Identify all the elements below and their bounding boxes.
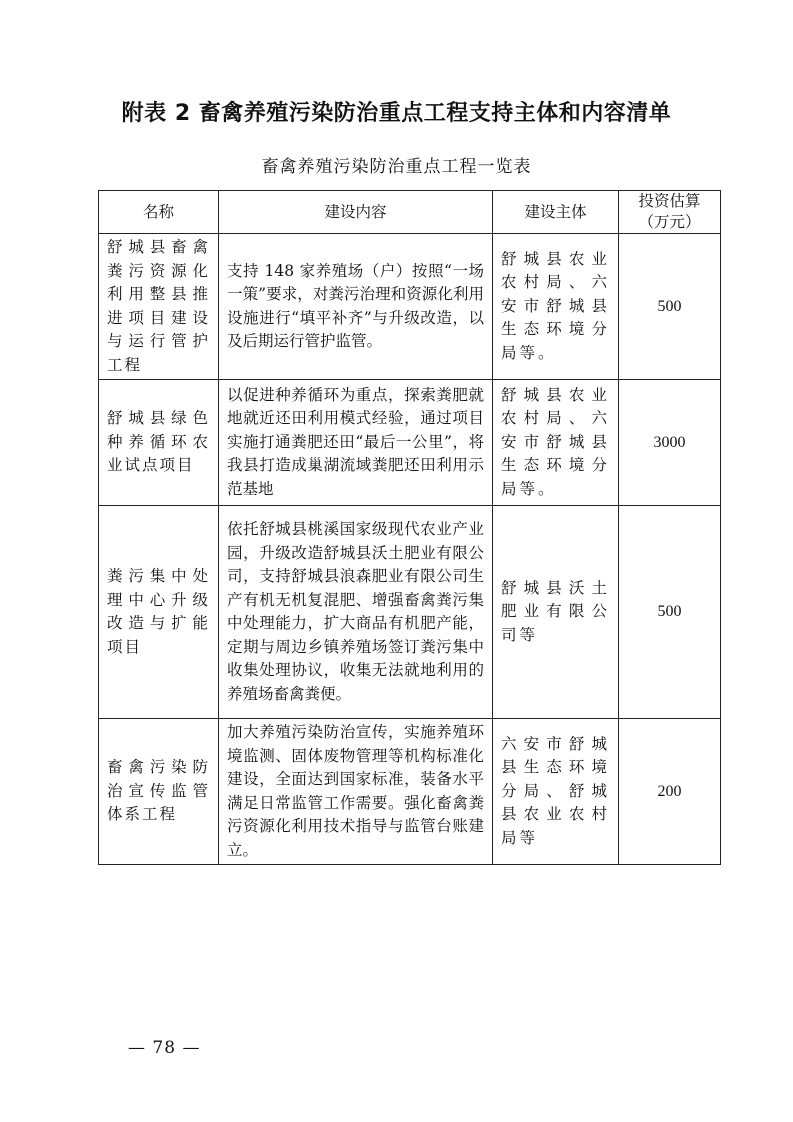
project-name-cell: 粪污集中处理中心升级改造与扩能项目 (99, 506, 219, 719)
header-investment (619, 191, 721, 234)
project-investment-cell: 3000 (619, 380, 721, 506)
project-owner-cell: 舒城县农业农村局、六安市舒城县生态环境分局等。 (493, 380, 619, 506)
header-investment-line1: 投资估算 (638, 192, 701, 210)
header-owner: 建设主体 (493, 191, 619, 234)
table-header-row (99, 191, 721, 234)
header-investment-line2: （万元） (638, 213, 701, 231)
project-content-cell: 依托舒城县桃溪国家级现代农业产业园，升级改造舒城县沃土肥业有限公司，支持舒城县浪森肥业有限公司生产有机无机复混肥、增强畜禽粪污集中处理能力，扩大商品有机肥产能，定期与周边乡镇养殖场签订粪污集中收集处理协议，收集无法就地利用的养殖场畜禽粪便。 (219, 506, 493, 719)
project-investment-cell: 500 (619, 234, 721, 380)
table-row (99, 234, 721, 380)
table-caption: 畜禽养殖污染防治重点工程一览表 (261, 157, 532, 177)
project-name-cell: 舒城县畜禽粪污资源化利用整县推进项目建设与运行管护工程 (99, 234, 219, 380)
table-row (99, 380, 721, 506)
table-row (99, 506, 721, 719)
project-table (98, 190, 721, 865)
document-title: 附表 2 畜禽养殖污染防治重点工程支持主体和内容清单 (121, 101, 672, 126)
project-investment-cell: 200 (619, 719, 721, 865)
table-row (99, 719, 721, 865)
page-number: — 78 — (128, 1038, 201, 1058)
project-content-cell: 加大养殖污染防治宣传，实施养殖环境监测、固体废物管理等机构标准化建设，全面达到国家标准，装备水平满足日常监管工作需要。强化畜禽粪污资源化利用技术指导与监管台账建立。 (219, 719, 493, 865)
header-name: 名称 (99, 191, 219, 234)
project-content-cell: 支持 148 家养殖场（户）按照“一场一策”要求，对粪污治理和资源化利用设施进行“填平补齐”与升级改造，以及后期运行管护监管。 (219, 234, 493, 380)
project-owner-cell: 六安市舒城县生态环境分局、舒城县农业农村局等 (493, 719, 619, 865)
project-name-cell: 畜禽污染防治宣传监管体系工程 (99, 719, 219, 865)
header-content: 建设内容 (219, 191, 493, 234)
project-owner-cell: 舒城县农业农村局、六安市舒城县生态环境分局等。 (493, 234, 619, 380)
project-investment-cell: 500 (619, 506, 721, 719)
project-name-cell: 舒城县绿色种养循环农业试点项目 (99, 380, 219, 506)
project-owner-cell: 舒城县沃土肥业有限公司等 (493, 506, 619, 719)
project-content-cell: 以促进种养循环为重点，探索粪肥就地就近还田利用模式经验，通过项目实施打通粪肥还田“最后一公里”，将我县打造成巢湖流域粪肥还田利用示范基地 (219, 380, 493, 506)
